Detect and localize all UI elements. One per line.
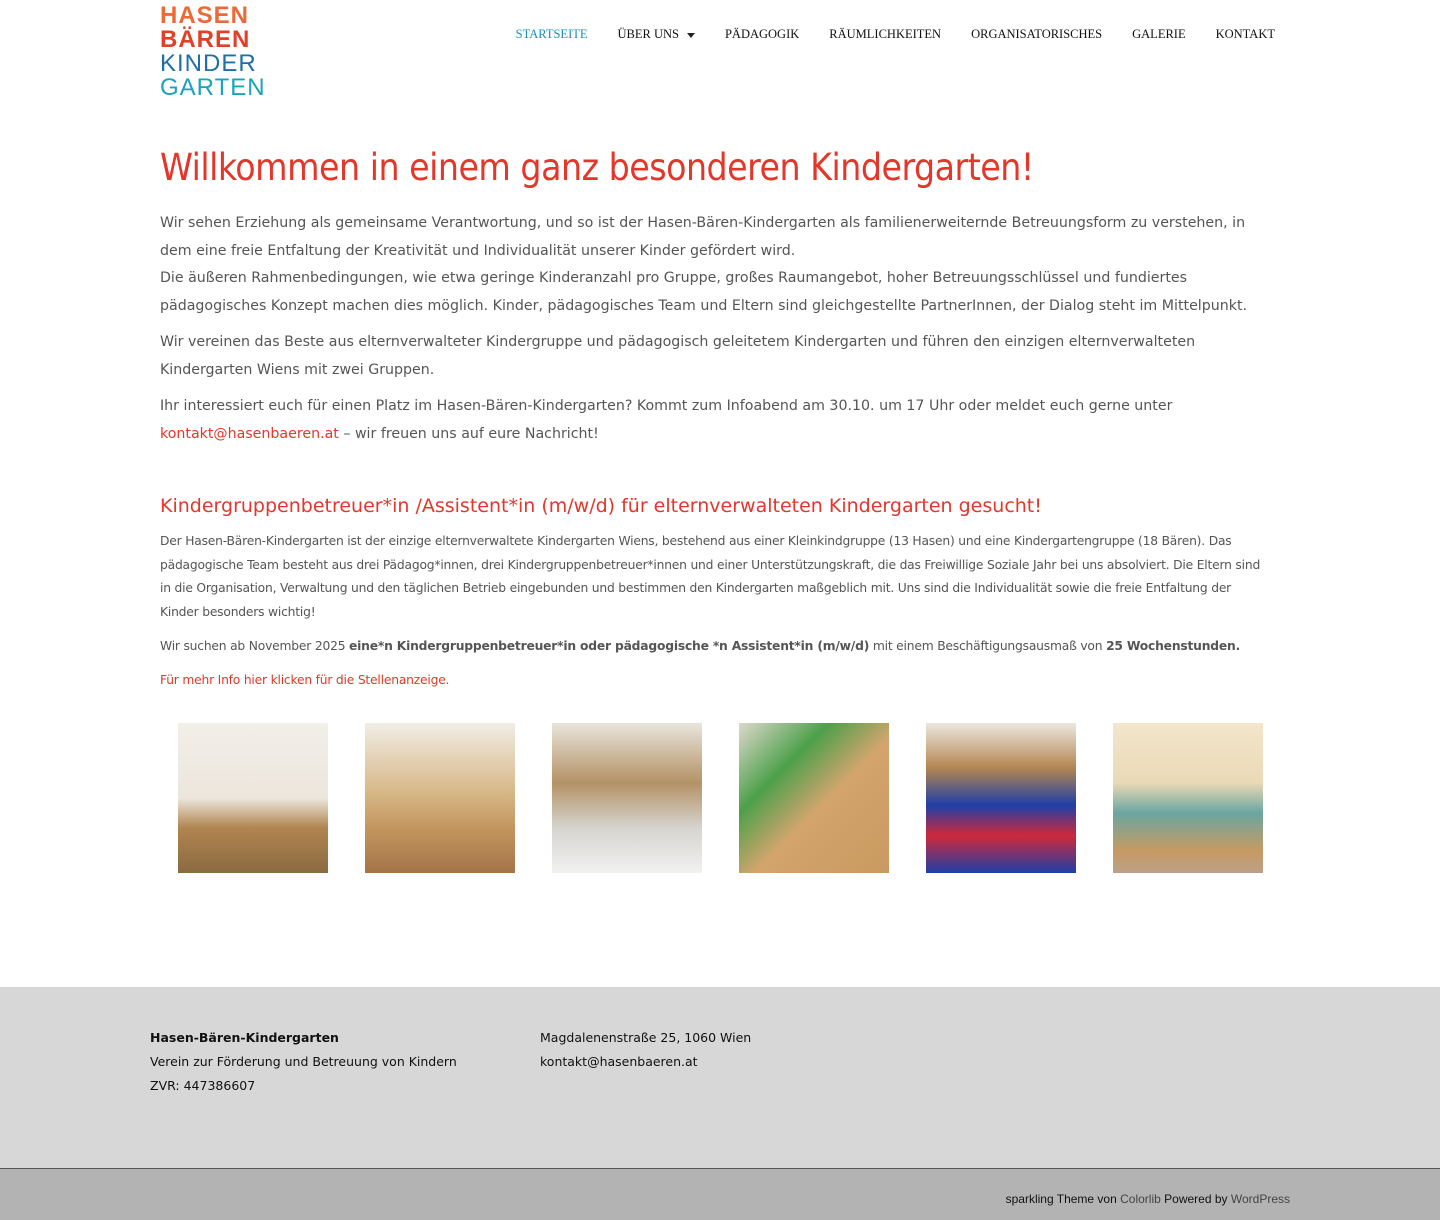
main-nav <box>516 27 1275 42</box>
wordpress-link[interactable]: WordPress <box>1230 1192 1290 1206</box>
email-link[interactable]: kontakt@hasenbaeren.at <box>160 425 339 442</box>
logo-line: BÄREN <box>160 26 251 53</box>
bold-text: eine*n Kindergruppenbetreuer*in oder pädagogische *n Assistent*in (m/w/d) <box>349 638 870 653</box>
paragraph: Wir sehen Erziehung als gemeinsame Verantwortung, und so ist der Hasen-Bären-Kindergarten als familienerweiternde Betreuungsform zu verstehen, in dem eine freie Entfaltung der Kreativität und Individualität unserer Kinder gefördert wird. <box>160 215 1246 259</box>
job-ad-link[interactable]: Für mehr Info hier klicken für die Stellenanzeige. <box>160 672 450 687</box>
paragraph: – wir freuen uns auf eure Nachricht! <box>338 425 599 442</box>
site-logo[interactable] <box>160 4 266 100</box>
gallery-photo[interactable] <box>365 723 515 873</box>
intro-text <box>160 210 1275 457</box>
gallery-photo[interactable] <box>552 723 702 873</box>
footer-verein: Verein zur Förderung und Betreuung von Kindern <box>150 1054 457 1069</box>
caret-down-icon <box>687 33 695 38</box>
job-text <box>160 530 1270 702</box>
nav-startseite[interactable]: STARTSEITE <box>515 27 588 41</box>
job-title: Kindergruppenbetreuer*in /Assistent*in (m/w/d) für elternverwalteten Kindergarten gesucht! <box>160 495 1042 517</box>
footer-org-name: Hasen-Bären-Kindergarten <box>150 1030 339 1045</box>
nav-paedagogik[interactable]: PÄDAGOGIK <box>724 27 800 41</box>
gallery-photo[interactable] <box>926 723 1076 873</box>
gallery-photo[interactable] <box>739 723 889 873</box>
nav-label: ÜBER UNS <box>617 27 679 41</box>
paragraph: Wir vereinen das Beste aus elternverwalteter Kindergruppe und pädagogisch geleitetem Kindergarten und führen den einzigen elternverwalteten Kindergarten Wiens mit zwei Gruppen. <box>160 334 1196 378</box>
gallery-photo[interactable] <box>1113 723 1263 873</box>
colorlib-link[interactable]: Colorlib <box>1120 1192 1161 1206</box>
paragraph: Der Hasen-Bären-Kindergarten ist der einzige elternverwaltete Kindergarten Wiens, bestehend aus einer Kleinkindgruppe (13 Hasen) und eine Kindergartengruppe (18 Bären). Das pädagogische Team besteht aus drei Pädagog*innen, drei Kindergruppenbetreuer*innen und einer Unterstützungskraft, die das Freiwillige Soziale Jahr bei uns absolviert. Die Eltern sind in die Organisation, Verwaltung und den täglichen Betrieb eingebunden und bestimmen den Kindergarten maßgeblich mit. Uns sind die Individualität sowie die freie Entfaltung der Kinder besonders wichtig! <box>160 534 1261 620</box>
nav-organisatorisches[interactable]: ORGANISATORISCHES <box>971 27 1103 41</box>
nav-raeumlichkeiten[interactable]: RÄUMLICHKEITEN <box>829 27 942 41</box>
nav-ueber-uns[interactable] <box>618 27 695 42</box>
logo-line: KINDER <box>160 50 257 77</box>
logo-line: HASEN <box>160 2 250 29</box>
logo-line: GARTEN <box>160 74 266 101</box>
gallery-photo[interactable] <box>178 723 328 873</box>
paragraph: Die äußeren Rahmenbedingungen, wie etwa geringe Kinderanzahl pro Gruppe, großes Raumangebot, hoher Betreuungsschlüssel und fundiertes pädagogisches Konzept machen dies möglich. Kinder, pädagogisches Team und Eltern sind gleichgestellte PartnerInnen, der Dialog steht im Mittelpunkt. <box>160 270 1248 314</box>
nav-galerie[interactable]: GALERIE <box>1132 27 1186 41</box>
footer-email[interactable]: kontakt@hasenbaeren.at <box>540 1054 698 1069</box>
nav-kontakt[interactable]: KONTAKT <box>1215 27 1275 41</box>
credits-bar <box>0 1168 1440 1220</box>
footer-address: Magdalenenstraße 25, 1060 Wien <box>540 1030 752 1045</box>
photo-gallery <box>178 723 1263 873</box>
paragraph: Wir suchen ab November 2025 <box>160 638 350 653</box>
paragraph: mit einem Beschäftigungsausmaß von <box>869 638 1107 653</box>
footer <box>0 987 1440 1169</box>
paragraph: Ihr interessiert euch für einen Platz im Hasen-Bären-Kindergarten? Kommt zum Infoabend am 30.10. um 17 Uhr oder meldet euch gerne unter <box>160 398 1173 414</box>
footer-zvr: ZVR: 447386607 <box>150 1078 256 1093</box>
page-title: Willkommen in einem ganz besonderen Kindergarten! <box>160 146 1034 189</box>
credits-text: Powered by <box>1160 1192 1231 1206</box>
credits-text: sparkling Theme von <box>1005 1192 1121 1206</box>
bold-text: 25 Wochenstunden. <box>1106 638 1241 653</box>
